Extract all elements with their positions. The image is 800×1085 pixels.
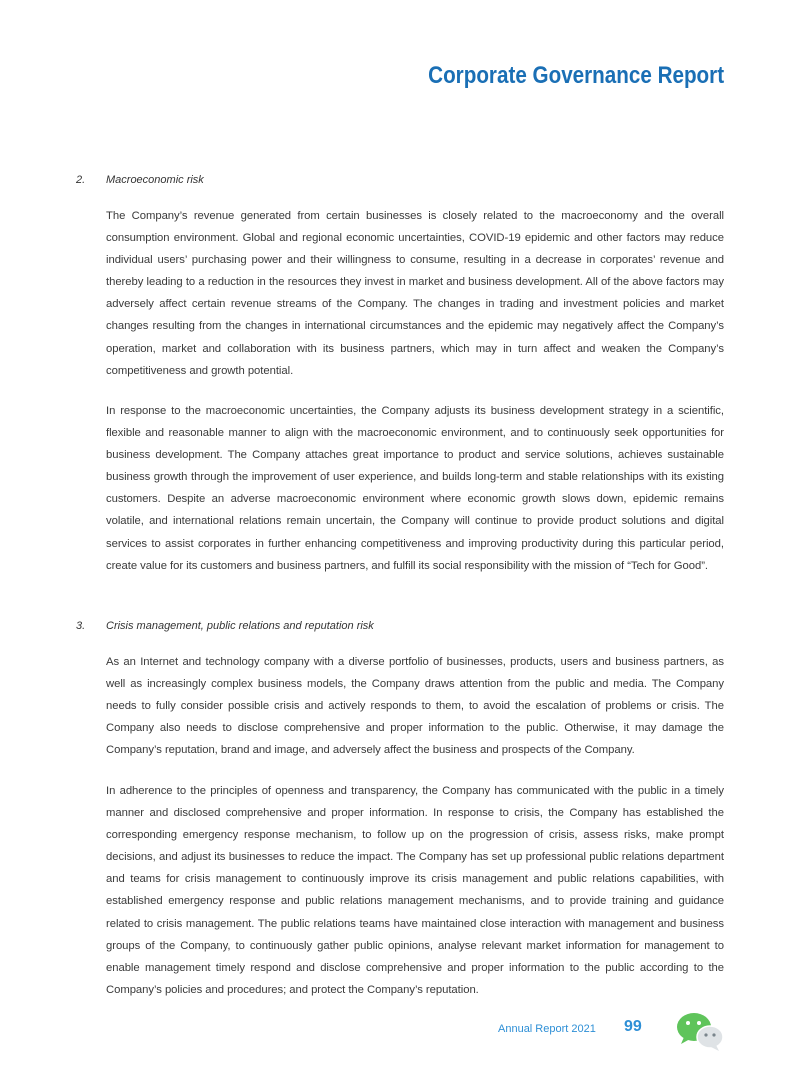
paragraph: In response to the macroeconomic uncertainties, the Company adjusts its business development strategy in a scientific, flexible and reasonable manner to align with the macroeconomic environment, and to continuously seek opportunities for business development. The Company attaches great importance to product and service solutions, achieves sustainable business growth through the improvement of user experience, and builds long-term and stable relationships with its existing customers. Despite an adverse macroeconomic environment where economic growth slows down, epidemic remains volatile, and international relations remain uncertain, the Company will continue to provide product solutions and digital services to assist corporates in further enhancing competitiveness and improving productivity during this particular period, create value for its customers and business partners, and fulfill its social responsibility with the mission of “Tech for Good”. <box>106 405 724 572</box>
paragraph: As an Internet and technology company with a diverse portfolio of businesses, products, users and business partners, as well as increasingly complex business models, the Company draws attention from the public and media. The Company needs to fully consider possible crisis and actively responds to them, to avoid the escalation of problems or crisis. The Company also needs to disclose comprehensive and proper information to the public. Otherwise, it may damage the Company’s reputation, brand and image, and adversely affect the business and prospects of the Company. <box>106 656 724 757</box>
page-title: Corporate Governance Report <box>428 62 724 89</box>
section-number: 3. <box>76 620 86 632</box>
paragraph: In adherence to the principles of openness and transparency, the Company has communicated with the public in a timely manner and disclosed comprehensive and proper information. In response to crisis, the Company has established the corresponding emergency response mechanism, to follow up on the progression of crisis, assess risks, make prompt decisions, and adjust its businesses to reduce the impact. The Company has set up professional public relations department and teams for crisis management to continuously improve its crisis management and public relations capabilities, with established emergency response and public relations management mechanisms, and to provide training and guidance related to crisis management. The public relations teams have maintained close interaction with management and business groups of the Company, to continuously gather public opinions, analyse relevant market information for management to enable management timely respond and disclose comprehensive and proper information to the public according to the Company’s policies and procedures; and protect the Company’s reputation. <box>106 785 724 996</box>
section-title: Macroeconomic risk <box>106 174 204 186</box>
paragraph: The Company’s revenue generated from certain businesses is closely related to the macroeconomy and the overall consumption environment. Global and regional economic uncertainties, COVID-19 epidemic and other factors may reduce individual users’ purchasing power and their willingness to consume, resulting in a decrease in corporates’ revenue and thereby leading to a reduction in the resources they invest in market and business development. All of the above factors may adversely affect certain revenue streams of the Company. The changes in trading and investment policies and market changes resulting from the changes in international circumstances and the epidemic may negatively affect the Company’s operation, market and collaboration with its business partners, which may in turn affect and weaken the Company’s competitiveness and growth potential. <box>106 210 724 377</box>
section-number: 2. <box>76 174 86 186</box>
section-title: Crisis management, public relations and reputation risk <box>106 620 374 632</box>
wechat-logo-icon <box>675 1010 725 1052</box>
footer-label: Annual Report 2021 <box>498 1023 596 1035</box>
page-number: 99 <box>624 1018 642 1035</box>
